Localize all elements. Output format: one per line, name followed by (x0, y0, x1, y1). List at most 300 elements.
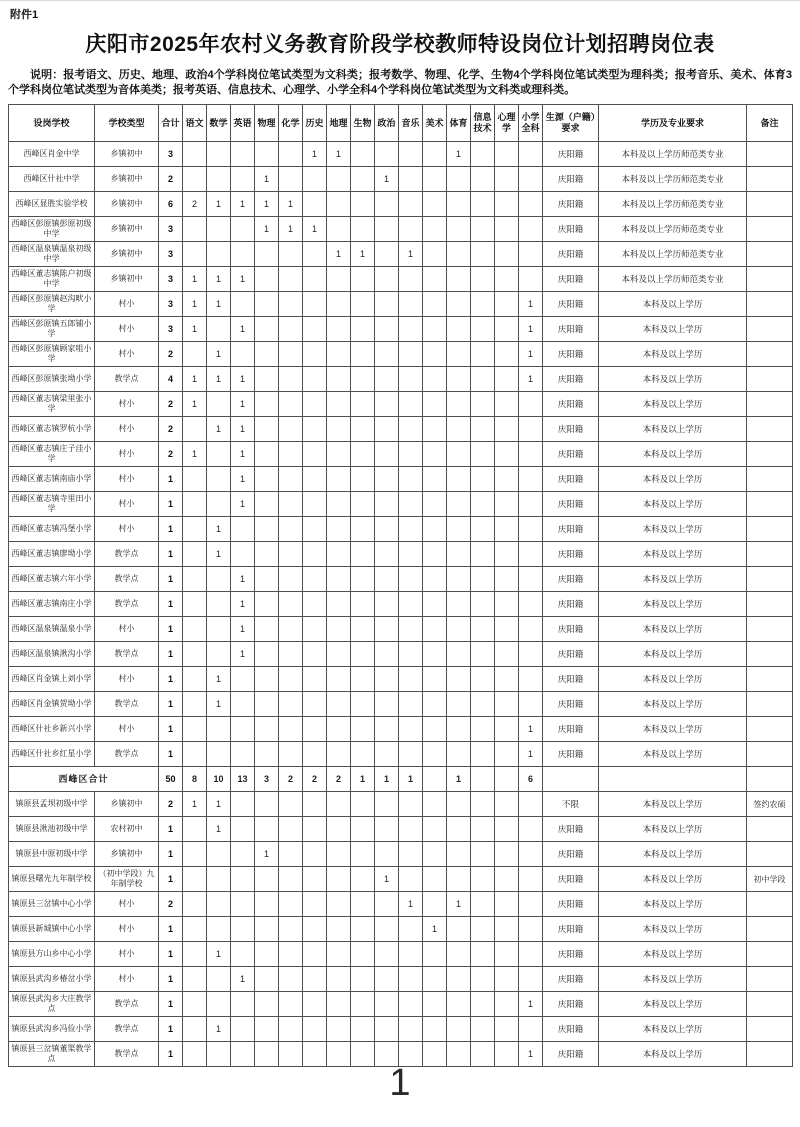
total-count-cell: 2 (159, 342, 183, 367)
origin-requirement-cell: 庆阳籍 (543, 917, 599, 942)
subject-count-cell-体育 (447, 942, 471, 967)
school-type-cell: 教学点 (95, 567, 159, 592)
subject-count-cell-信息技术 (471, 942, 495, 967)
school-type-cell: 教学点 (95, 742, 159, 767)
subject-count-cell-信息技术 (471, 767, 495, 792)
total-count-cell: 2 (159, 392, 183, 417)
qualification-cell: 本科及以上学历 (599, 392, 747, 417)
subject-count-cell-体育 (447, 667, 471, 692)
subject-count-cell-心理学 (495, 292, 519, 317)
subject-count-cell-心理学 (495, 742, 519, 767)
subject-count-cell-心理学 (495, 167, 519, 192)
school-type-cell: 乡镇初中 (95, 217, 159, 242)
subject-count-cell-历史 (303, 492, 327, 517)
subject-count-cell-化学 (279, 592, 303, 617)
school-name-cell: 西峰区温泉镇温泉初级中学 (9, 242, 95, 267)
subject-count-cell-音乐 (399, 592, 423, 617)
subject-count-cell-信息技术 (471, 792, 495, 817)
subject-count-cell-美术 (423, 692, 447, 717)
subject-count-cell-政治 (375, 617, 399, 642)
subject-count-cell-小学全科 (519, 417, 543, 442)
school-name-cell: 西峰区彭原镇顾家咀小学 (9, 342, 95, 367)
subject-count-cell-生物 (351, 567, 375, 592)
subject-count-cell-数学: 1 (207, 367, 231, 392)
subject-count-cell-历史 (303, 342, 327, 367)
subject-count-cell-生物 (351, 967, 375, 992)
subject-count-cell-语文 (183, 242, 207, 267)
subject-count-cell-历史 (303, 842, 327, 867)
subject-count-cell-生物 (351, 192, 375, 217)
qualification-cell: 本科及以上学历 (599, 292, 747, 317)
subject-count-cell-信息技术 (471, 392, 495, 417)
total-count-cell: 1 (159, 667, 183, 692)
subject-count-cell-心理学 (495, 692, 519, 717)
subject-count-cell-化学 (279, 717, 303, 742)
school-name-cell: 西峰区显胜实验学校 (9, 192, 95, 217)
subject-count-cell-生物 (351, 292, 375, 317)
subject-count-cell-语文: 1 (183, 442, 207, 467)
subject-count-cell-美术 (423, 667, 447, 692)
school-name-cell: 镇原县武沟乡冯俭小学 (9, 1017, 95, 1042)
subject-count-cell-历史 (303, 442, 327, 467)
table-row (9, 692, 793, 717)
subject-count-cell-美术 (423, 192, 447, 217)
column-header-12: 音乐 (399, 105, 423, 142)
subject-count-cell-小学全科 (519, 192, 543, 217)
school-type-cell: 教学点 (95, 542, 159, 567)
subject-count-cell-物理 (255, 542, 279, 567)
subject-count-cell-语文 (183, 992, 207, 1017)
subject-count-cell-历史: 2 (303, 767, 327, 792)
school-name-cell: 西峰区彭原镇张坳小学 (9, 367, 95, 392)
remark-cell (747, 442, 793, 467)
subject-count-cell-语文: 1 (183, 292, 207, 317)
origin-requirement-cell: 庆阳籍 (543, 1042, 599, 1067)
subject-count-cell-数学 (207, 442, 231, 467)
subject-count-cell-美术 (423, 1042, 447, 1067)
subject-count-cell-生物 (351, 142, 375, 167)
subject-count-cell-生物 (351, 942, 375, 967)
subject-count-cell-音乐 (399, 792, 423, 817)
subject-count-cell-音乐 (399, 217, 423, 242)
subject-count-cell-小学全科 (519, 792, 543, 817)
subject-count-cell-体育 (447, 467, 471, 492)
origin-requirement-cell: 庆阳籍 (543, 617, 599, 642)
subject-count-cell-物理 (255, 992, 279, 1017)
origin-requirement-cell: 庆阳籍 (543, 592, 599, 617)
column-header-16: 心理学 (495, 105, 519, 142)
subject-count-cell-数学 (207, 167, 231, 192)
school-name-cell: 西峰区肖金中学 (9, 142, 95, 167)
table-row (9, 492, 793, 517)
subject-count-cell-信息技术 (471, 442, 495, 467)
remark-cell (747, 817, 793, 842)
subject-count-cell-信息技术 (471, 317, 495, 342)
table-row (9, 617, 793, 642)
subject-count-cell-心理学 (495, 342, 519, 367)
subject-count-cell-化学 (279, 992, 303, 1017)
subject-count-cell-地理 (327, 217, 351, 242)
remark-cell: 初中学段 (747, 867, 793, 892)
subject-count-cell-生物 (351, 342, 375, 367)
subject-count-cell-物理 (255, 792, 279, 817)
subject-count-cell-语文: 8 (183, 767, 207, 792)
origin-requirement-cell: 庆阳籍 (543, 692, 599, 717)
subject-count-cell-美术 (423, 492, 447, 517)
subject-count-cell-物理 (255, 292, 279, 317)
subject-count-cell-数学 (207, 392, 231, 417)
subject-count-cell-生物: 1 (351, 767, 375, 792)
subject-count-cell-音乐 (399, 192, 423, 217)
subject-count-cell-小学全科 (519, 442, 543, 467)
subject-count-cell-小学全科: 1 (519, 317, 543, 342)
subject-count-cell-语文 (183, 492, 207, 517)
table-row (9, 467, 793, 492)
total-count-cell: 1 (159, 467, 183, 492)
subject-count-cell-生物 (351, 542, 375, 567)
recruitment-table (8, 104, 793, 1067)
subject-count-cell-音乐 (399, 492, 423, 517)
table-row (9, 817, 793, 842)
subject-count-cell-语文: 1 (183, 367, 207, 392)
subject-count-cell-体育 (447, 792, 471, 817)
subject-count-cell-地理 (327, 467, 351, 492)
origin-requirement-cell: 庆阳籍 (543, 192, 599, 217)
subject-count-cell-语文 (183, 167, 207, 192)
subject-count-cell-政治 (375, 967, 399, 992)
remark-cell (747, 1017, 793, 1042)
subject-count-cell-小学全科 (519, 567, 543, 592)
subject-count-cell-语文 (183, 917, 207, 942)
subject-count-cell-心理学 (495, 1042, 519, 1067)
subject-count-cell-政治: 1 (375, 167, 399, 192)
subject-count-cell-数学: 1 (207, 942, 231, 967)
subject-count-cell-历史 (303, 792, 327, 817)
table-row (9, 267, 793, 292)
subject-count-cell-政治 (375, 992, 399, 1017)
subject-count-cell-政治 (375, 442, 399, 467)
subject-count-cell-化学 (279, 467, 303, 492)
subject-count-cell-语文 (183, 417, 207, 442)
subject-count-cell-生物 (351, 642, 375, 667)
remark-cell (747, 942, 793, 967)
school-name-cell: 西峰区彭原镇五郎铺小学 (9, 317, 95, 342)
total-count-cell: 1 (159, 542, 183, 567)
table-row (9, 542, 793, 567)
subject-count-cell-美术 (423, 467, 447, 492)
subject-count-cell-政治 (375, 317, 399, 342)
subject-count-cell-英语: 1 (231, 417, 255, 442)
subject-count-cell-地理 (327, 992, 351, 1017)
subject-count-cell-英语 (231, 992, 255, 1017)
subject-count-cell-英语: 1 (231, 467, 255, 492)
subject-count-cell-物理 (255, 567, 279, 592)
remark-cell (747, 992, 793, 1017)
subject-count-cell-小学全科: 1 (519, 742, 543, 767)
subject-count-cell-美术 (423, 942, 447, 967)
subject-count-cell-物理: 1 (255, 217, 279, 242)
subject-count-cell-体育 (447, 492, 471, 517)
subject-count-cell-化学 (279, 367, 303, 392)
subject-count-cell-历史: 1 (303, 142, 327, 167)
subject-count-cell-体育: 1 (447, 142, 471, 167)
table-row (9, 742, 793, 767)
subject-count-cell-化学 (279, 567, 303, 592)
subject-count-cell-信息技术 (471, 542, 495, 567)
subject-count-cell-地理 (327, 592, 351, 617)
subject-count-cell-小学全科 (519, 892, 543, 917)
subject-count-cell-小学全科 (519, 642, 543, 667)
total-count-cell: 1 (159, 742, 183, 767)
origin-requirement-cell: 庆阳籍 (543, 467, 599, 492)
subject-count-cell-化学 (279, 917, 303, 942)
subject-count-cell-数学: 1 (207, 417, 231, 442)
subject-count-cell-化学 (279, 267, 303, 292)
subject-count-cell-历史 (303, 592, 327, 617)
subject-count-cell-政治 (375, 192, 399, 217)
subject-count-cell-生物 (351, 317, 375, 342)
remark-cell (747, 467, 793, 492)
table-body (9, 142, 793, 1067)
subject-count-cell-英语 (231, 1017, 255, 1042)
subject-count-cell-小学全科 (519, 817, 543, 842)
subject-count-cell-英语 (231, 517, 255, 542)
subject-count-cell-音乐: 1 (399, 892, 423, 917)
subject-count-cell-美术 (423, 142, 447, 167)
subject-count-cell-心理学 (495, 192, 519, 217)
subject-count-cell-地理 (327, 1042, 351, 1067)
subject-count-cell-政治 (375, 417, 399, 442)
subject-count-cell-美术 (423, 892, 447, 917)
subject-count-cell-政治 (375, 342, 399, 367)
subject-count-cell-生物 (351, 417, 375, 442)
table-row (9, 367, 793, 392)
subject-count-cell-地理 (327, 692, 351, 717)
subject-count-cell-美术 (423, 817, 447, 842)
table-row (9, 867, 793, 892)
subject-count-cell-心理学 (495, 517, 519, 542)
column-header-14: 体育 (447, 105, 471, 142)
total-count-cell: 4 (159, 367, 183, 392)
remark-cell (747, 667, 793, 692)
table-row (9, 967, 793, 992)
origin-requirement-cell: 庆阳籍 (543, 892, 599, 917)
school-name-cell: 镇原县武沟乡大庄教学点 (9, 992, 95, 1017)
subject-count-cell-数学: 1 (207, 542, 231, 567)
subject-count-cell-美术 (423, 767, 447, 792)
total-count-cell: 1 (159, 917, 183, 942)
subject-count-cell-地理: 2 (327, 767, 351, 792)
subject-count-cell-小学全科 (519, 242, 543, 267)
subject-count-cell-历史 (303, 417, 327, 442)
subject-count-cell-政治 (375, 1017, 399, 1042)
subject-count-cell-生物 (351, 442, 375, 467)
table-row (9, 242, 793, 267)
subject-count-cell-英语: 1 (231, 617, 255, 642)
subject-count-cell-物理 (255, 942, 279, 967)
school-name-cell: 镇原县孟坝初级中学 (9, 792, 95, 817)
qualification-cell: 本科及以上学历 (599, 317, 747, 342)
subject-count-cell-音乐 (399, 692, 423, 717)
subject-count-cell-数学 (207, 492, 231, 517)
subject-count-cell-物理 (255, 742, 279, 767)
subject-count-cell-小学全科 (519, 867, 543, 892)
school-type-cell: 村小 (95, 717, 159, 742)
subject-count-cell-心理学 (495, 467, 519, 492)
subject-count-cell-生物 (351, 592, 375, 617)
subject-count-cell-信息技术 (471, 592, 495, 617)
subject-count-cell-语文 (183, 717, 207, 742)
school-type-cell: 乡镇初中 (95, 242, 159, 267)
subject-count-cell-地理 (327, 517, 351, 542)
table-row (9, 292, 793, 317)
subject-count-cell-物理 (255, 142, 279, 167)
subject-count-cell-心理学 (495, 767, 519, 792)
subject-count-cell-体育 (447, 542, 471, 567)
subject-count-cell-语文 (183, 742, 207, 767)
header-row (9, 105, 793, 142)
subject-count-cell-物理 (255, 317, 279, 342)
remark-cell (747, 542, 793, 567)
subject-count-cell-英语: 1 (231, 567, 255, 592)
school-type-cell: 教学点 (95, 1017, 159, 1042)
subject-count-cell-生物 (351, 367, 375, 392)
subject-count-cell-心理学 (495, 867, 519, 892)
subject-count-cell-数学 (207, 892, 231, 917)
school-type-cell: 村小 (95, 317, 159, 342)
subject-count-cell-小学全科: 1 (519, 992, 543, 1017)
subject-count-cell-英语 (231, 917, 255, 942)
subject-count-cell-体育 (447, 442, 471, 467)
subject-count-cell-化学 (279, 392, 303, 417)
subject-count-cell-化学 (279, 742, 303, 767)
subject-count-cell-信息技术 (471, 642, 495, 667)
subject-count-cell-地理 (327, 417, 351, 442)
subject-count-cell-政治 (375, 367, 399, 392)
subject-count-cell-历史 (303, 642, 327, 667)
subject-count-cell-化学 (279, 942, 303, 967)
subject-count-cell-数学: 1 (207, 667, 231, 692)
remark-cell (747, 742, 793, 767)
school-type-cell: 村小 (95, 292, 159, 317)
subject-count-cell-体育 (447, 292, 471, 317)
remark-cell (747, 892, 793, 917)
subject-count-cell-化学 (279, 417, 303, 442)
subject-count-cell-化学 (279, 542, 303, 567)
subject-count-cell-化学 (279, 167, 303, 192)
origin-requirement-cell: 庆阳籍 (543, 367, 599, 392)
school-type-cell: 村小 (95, 467, 159, 492)
column-header-5: 英语 (231, 105, 255, 142)
subject-count-cell-数学: 10 (207, 767, 231, 792)
qualification-cell: 本科及以上学历 (599, 467, 747, 492)
subject-count-cell-化学 (279, 892, 303, 917)
subject-count-cell-地理 (327, 717, 351, 742)
total-count-cell: 3 (159, 292, 183, 317)
school-name-cell: 西峰区董志镇陈户初级中学 (9, 267, 95, 292)
subject-count-cell-生物 (351, 892, 375, 917)
subject-count-cell-物理 (255, 692, 279, 717)
subject-count-cell-音乐 (399, 917, 423, 942)
school-type-cell: 村小 (95, 417, 159, 442)
subject-count-cell-美术 (423, 742, 447, 767)
remark-cell (747, 767, 793, 792)
subject-count-cell-信息技术 (471, 1017, 495, 1042)
subject-count-cell-体育 (447, 967, 471, 992)
remark-cell (747, 267, 793, 292)
subject-count-cell-音乐 (399, 342, 423, 367)
subject-count-cell-地理 (327, 892, 351, 917)
subject-count-cell-英语 (231, 342, 255, 367)
subject-count-cell-心理学 (495, 942, 519, 967)
origin-requirement-cell: 庆阳籍 (543, 867, 599, 892)
table-row (9, 417, 793, 442)
subject-count-cell-音乐 (399, 392, 423, 417)
remark-cell (747, 392, 793, 417)
subject-count-cell-美术 (423, 617, 447, 642)
qualification-cell: 本科及以上学历 (599, 742, 747, 767)
subject-count-cell-美术 (423, 992, 447, 1017)
subject-count-cell-美术 (423, 392, 447, 417)
remark-cell (747, 517, 793, 542)
origin-requirement-cell: 庆阳籍 (543, 667, 599, 692)
subject-count-cell-化学 (279, 867, 303, 892)
remark-cell (747, 967, 793, 992)
table-row (9, 667, 793, 692)
subject-count-cell-体育 (447, 642, 471, 667)
subject-count-cell-物理 (255, 417, 279, 442)
subject-count-cell-地理 (327, 392, 351, 417)
subject-count-cell-体育 (447, 1017, 471, 1042)
subject-count-cell-英语: 1 (231, 392, 255, 417)
subject-count-cell-历史 (303, 317, 327, 342)
subject-count-cell-历史 (303, 267, 327, 292)
subject-count-cell-化学 (279, 1042, 303, 1067)
subject-count-cell-数学 (207, 967, 231, 992)
subject-count-cell-美术 (423, 867, 447, 892)
subject-count-cell-体育 (447, 567, 471, 592)
subject-count-cell-心理学 (495, 492, 519, 517)
total-count-cell: 2 (159, 417, 183, 442)
school-name-cell: 西峰区董志镇南庄小学 (9, 592, 95, 617)
subject-count-cell-英语 (231, 717, 255, 742)
subject-count-cell-历史 (303, 517, 327, 542)
subject-count-cell-生物 (351, 167, 375, 192)
subject-count-cell-心理学 (495, 892, 519, 917)
school-name-cell: 西峰区彭原镇赵沟畎小学 (9, 292, 95, 317)
subject-count-cell-数学: 1 (207, 192, 231, 217)
remark-cell (747, 717, 793, 742)
qualification-cell: 本科及以上学历 (599, 642, 747, 667)
subject-count-cell-音乐 (399, 317, 423, 342)
subject-count-cell-化学 (279, 817, 303, 842)
school-type-cell: 村小 (95, 892, 159, 917)
subject-count-cell-生物 (351, 717, 375, 742)
origin-requirement-cell: 庆阳籍 (543, 642, 599, 667)
subject-count-cell-音乐 (399, 942, 423, 967)
subject-count-cell-化学: 1 (279, 217, 303, 242)
subject-count-cell-小学全科 (519, 917, 543, 942)
qualification-cell: 本科及以上学历师范类专业 (599, 167, 747, 192)
subject-count-cell-物理 (255, 717, 279, 742)
table-row (9, 1017, 793, 1042)
subject-count-cell-信息技术 (471, 367, 495, 392)
subject-count-cell-美术 (423, 217, 447, 242)
subject-count-cell-美术 (423, 367, 447, 392)
column-header-18: 生源（户籍）要求 (543, 105, 599, 142)
subject-count-cell-语文 (183, 842, 207, 867)
total-count-cell: 1 (159, 692, 183, 717)
